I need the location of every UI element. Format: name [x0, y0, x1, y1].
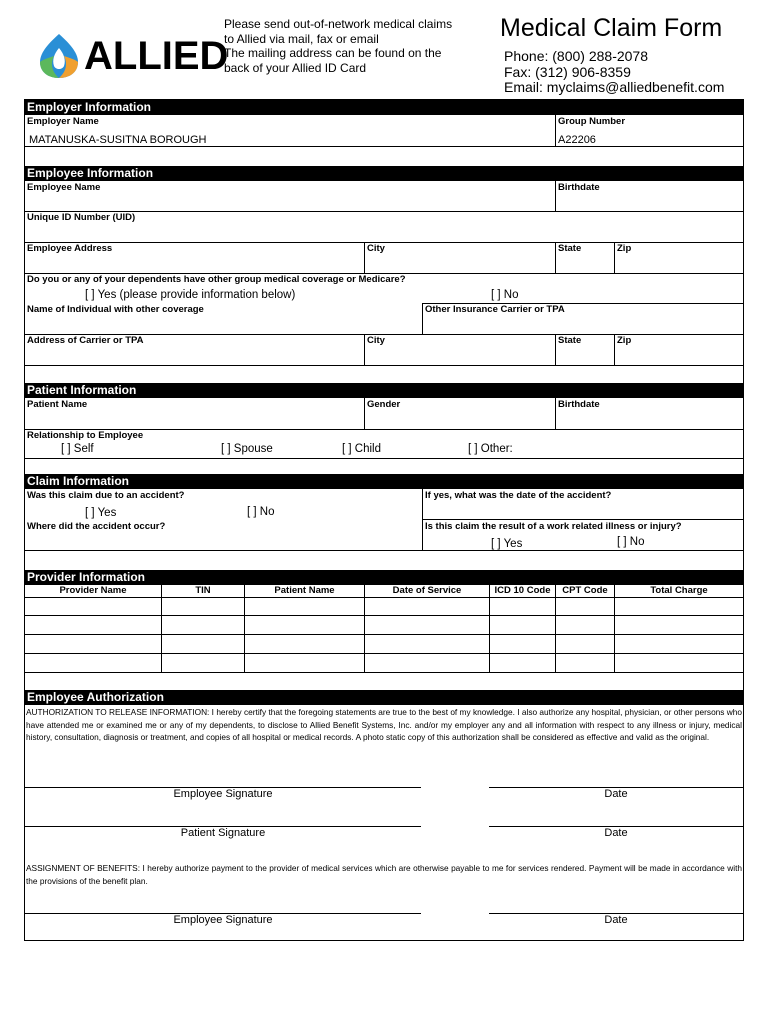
section-claim-info: Claim Information [25, 474, 743, 489]
employee-address-label: Employee Address [27, 243, 113, 254]
col-provider-name: Provider Name [59, 585, 127, 596]
section-employee-info: Employee Information [25, 166, 743, 181]
release-authorization-text: AUTHORIZATION TO RELEASE INFORMATION: I hereby certify that the foregoing statements are true to the best of my knowledge. I also authorize any hospital, physician, or other persons who have attended me or examined me or any of my dependents, to disclose to Allied Benefit Systems, Inc. and/or my employer any and all information with respect to any illness or injury, medical history, consultation, diagnosis or treatment, and copies of all hospital or medical records. A photo static copy of this authorization shall be considered as effective and valid as the original. [26, 707, 742, 743]
allied-logo [36, 32, 229, 80]
employer-name-label: Employer Name [27, 116, 99, 127]
accident-date-question: If yes, what was the date of the accident? [425, 490, 612, 501]
employee-name-label: Employee Name [27, 182, 101, 193]
note-line: Please send out-of-network medical claims [224, 17, 453, 31]
col-cpt-code: CPT Code [562, 585, 608, 596]
group-number-value[interactable]: A22206 [558, 134, 596, 146]
allied-logo-icon [36, 32, 82, 80]
work-yes-checkbox[interactable]: [ ] Yes [491, 538, 523, 550]
date-label: Date [604, 827, 628, 839]
other-carrier-label: Other Insurance Carrier or TPA [425, 304, 565, 315]
col-tin: TIN [195, 585, 211, 596]
accident-location-question: Where did the accident occur? [27, 521, 166, 532]
employee-state-label: State [558, 243, 582, 254]
relationship-label: Relationship to Employee [27, 430, 144, 441]
accident-yes-checkbox[interactable]: [ ] Yes [85, 507, 117, 519]
accident-question: Was this claim due to an accident? [27, 490, 185, 501]
date-label-2: Date [604, 914, 628, 926]
employee-birthdate-label: Birthdate [558, 182, 600, 193]
note-line: to Allied via mail, fax or email [224, 31, 379, 46]
section-patient-info: Patient Information [25, 383, 743, 398]
relationship-spouse-checkbox[interactable]: [ ] Spouse [221, 443, 273, 455]
patient-gender-label: Gender [367, 399, 401, 410]
employee-city-label: City [367, 243, 385, 254]
employer-name-value[interactable]: MATANUSKA-SUSITNA BOROUGH [29, 134, 207, 146]
fax: Fax: (312) 906-8359 [504, 63, 631, 80]
other-coverage-name-label: Name of Individual with other coverage [27, 304, 204, 315]
section-employee-authorization: Employee Authorization [25, 690, 743, 705]
coverage-no-checkbox[interactable]: [ ] No [491, 289, 519, 301]
other-coverage-question: Do you or any of your dependents have other group medical coverage or Medicare? [27, 274, 406, 285]
contact-info [504, 49, 724, 96]
date-label: Date [604, 788, 628, 800]
relationship-child-checkbox[interactable]: [ ] Child [342, 443, 381, 455]
carrier-city-label: City [367, 335, 385, 346]
employee-zip-label: Zip [617, 243, 632, 254]
form-title: Medical Claim Form [500, 14, 723, 42]
assignment-of-benefits-text: ASSIGNMENT OF BENEFITS: I hereby authorize payment to the provider of medical services which are otherwise payable to me for services rendered. Payment will be made in accordance with the provisions of the benefit plan. [26, 863, 742, 886]
section-employer-info: Employer Information [25, 100, 743, 115]
phone: Phone: (800) 288-2078 [504, 48, 648, 64]
claim-form [24, 99, 744, 941]
note-line: The mailing address can be found on the [224, 46, 442, 60]
submission-note [224, 17, 494, 75]
col-date-of-service: Date of Service [392, 585, 462, 596]
logo-text: ALLIED [84, 34, 229, 78]
patient-birthdate-label: Birthdate [558, 399, 600, 410]
carrier-state-label: State [558, 335, 582, 346]
work-related-question: Is this claim the result of a work related illness or injury? [425, 521, 682, 532]
relationship-self-checkbox[interactable]: [ ] Self [61, 443, 94, 455]
coverage-yes-checkbox[interactable]: [ ] Yes (please provide information below) [85, 289, 296, 301]
col-icd10-code: ICD 10 Code [494, 585, 551, 596]
relationship-other-checkbox[interactable]: [ ] Other: [468, 443, 513, 455]
employee-signature-label-2: Employee Signature [173, 914, 273, 926]
accident-no-checkbox[interactable]: [ ] No [247, 506, 275, 518]
patient-signature-label: Patient Signature [180, 827, 266, 839]
carrier-zip-label: Zip [617, 335, 632, 346]
col-total-charge: Total Charge [650, 585, 708, 596]
col-patient-name: Patient Name [274, 585, 335, 596]
email: Email: myclaims@alliedbenefit.com [504, 79, 725, 95]
uid-label: Unique ID Number (UID) [27, 212, 136, 223]
group-number-label: Group Number [558, 116, 626, 127]
provider-table-rows[interactable] [25, 597, 743, 672]
note-line: back of your Allied ID Card [224, 60, 367, 75]
work-no-checkbox[interactable]: [ ] No [617, 536, 645, 548]
patient-name-label: Patient Name [27, 399, 88, 410]
carrier-address-label: Address of Carrier or TPA [27, 335, 144, 346]
section-provider-info: Provider Information [25, 570, 743, 585]
employee-signature-label: Employee Signature [173, 788, 273, 800]
